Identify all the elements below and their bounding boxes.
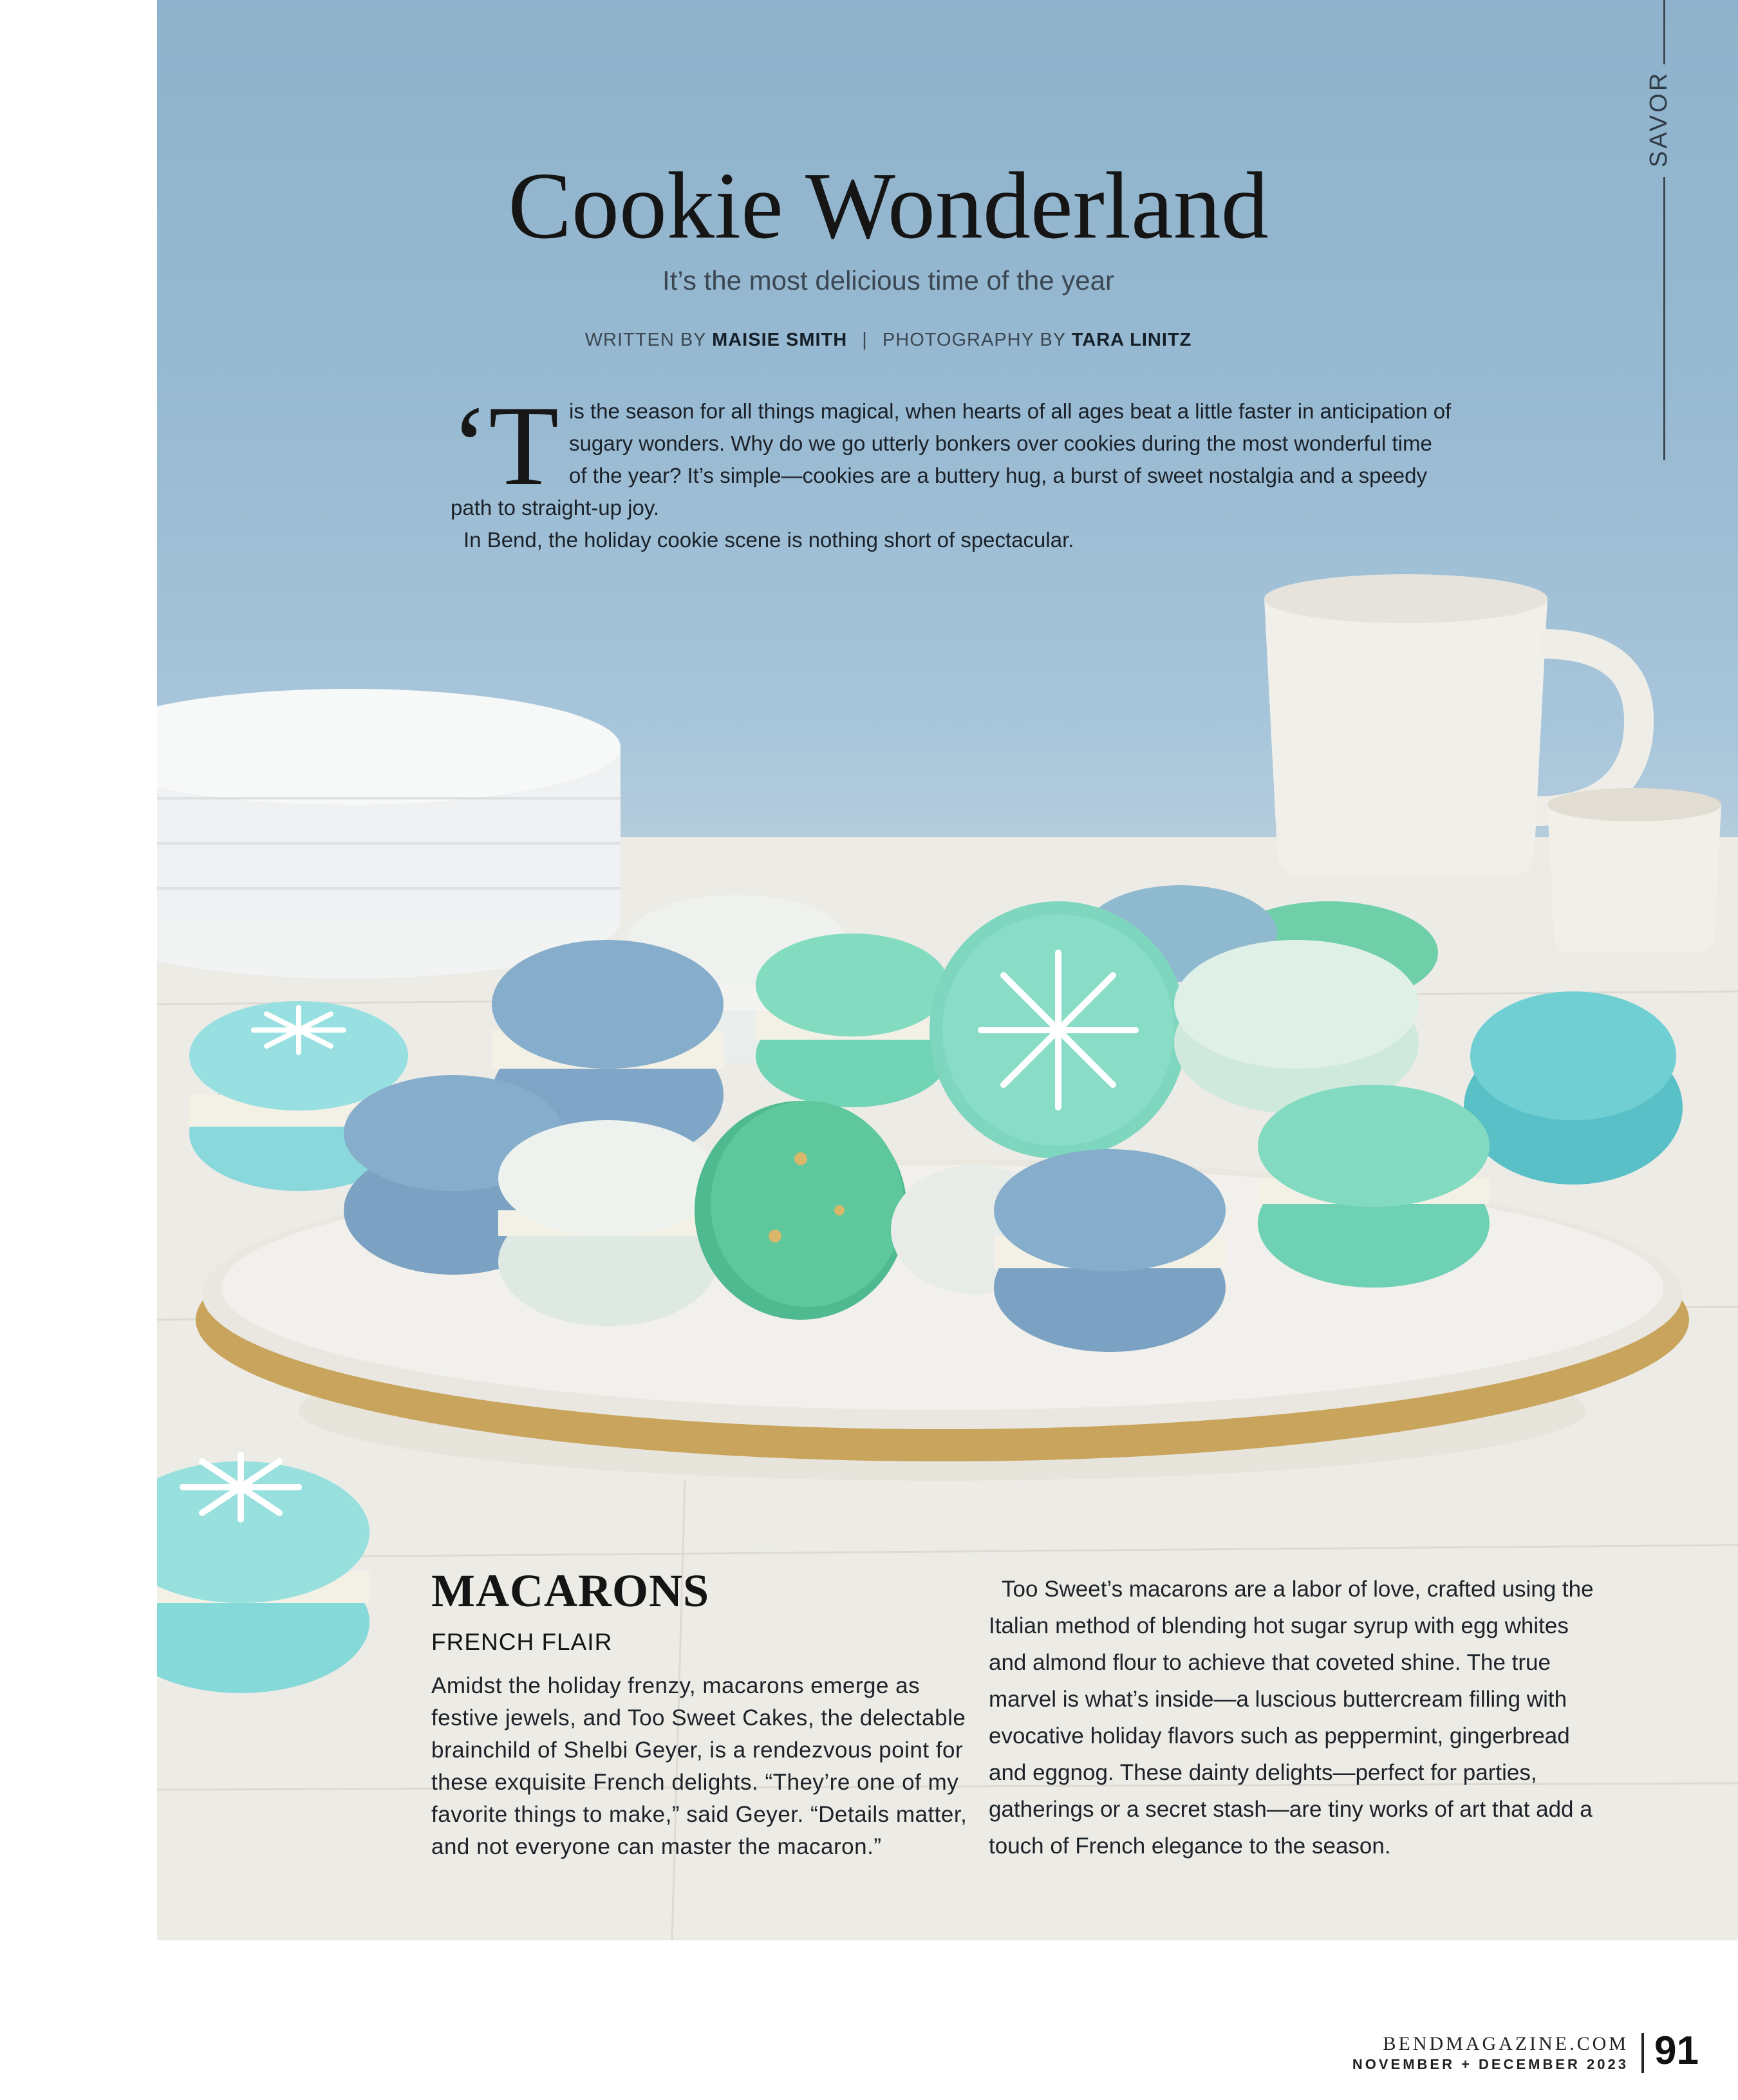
- footer-site: BENDMAGAZINE.COM: [1383, 2033, 1629, 2054]
- macaron: [1258, 1085, 1490, 1288]
- intro-text: is the season for all things magical, when hearts of all ages beat a little faster in anticipation of sugary wonders. Why do we go utterly bonkers over cookies during the most wonderful time of the year? It’s simple—cookies are a buttery hug, a burst of sweet nostalgia and a speedy path to straight-up joy.: [451, 399, 1452, 520]
- macaron: [994, 1149, 1226, 1352]
- creamer: [1547, 788, 1721, 953]
- section-tab: SAVOR: [1645, 70, 1672, 167]
- article-subtitle: It’s the most delicious time of the year: [662, 265, 1114, 295]
- macaron: [498, 1120, 717, 1326]
- section-heading: MACARONS: [431, 1565, 709, 1617]
- lone-macaron: [157, 1455, 369, 1693]
- intro-paragraph: [451, 382, 1455, 556]
- footer-divider: [1641, 2033, 1644, 2073]
- written-prefix: WRITTEN BY: [584, 330, 706, 350]
- footer-issue: NOVEMBER + DECEMBER 2023: [1352, 2056, 1629, 2072]
- macaron: [930, 901, 1187, 1159]
- body-column-right: Too Sweet’s macarons are a labor of love, crafted using the Italian method of blending hot sugar syrup with egg whites and almond flour to achieve that coveted shine. The true marvel is what’s inside—a luscious buttercream filling with evocative holiday flavors such as peppermint, gingerbread and eggnog. These dainty delights—perfect for parties, gatherings or a secret stash—are tiny works of art that add a touch of French elegance to the season.: [989, 1577, 1594, 1859]
- byline-separator: |: [862, 330, 868, 350]
- author-name: MAISIE SMITH: [712, 330, 848, 350]
- plate-stack: [157, 689, 621, 979]
- article-title: Cookie Wonderland: [508, 153, 1269, 259]
- byline: [412, 330, 1365, 351]
- page-number: 91: [1654, 2029, 1699, 2073]
- section-rule-top: [1663, 0, 1665, 64]
- section-rule: [1663, 177, 1665, 460]
- section-subheading: FRENCH FLAIR: [431, 1629, 613, 1655]
- macaron: [756, 933, 949, 1107]
- photographer-name: TARA LINITZ: [1071, 330, 1192, 350]
- drop-cap: ‘T: [451, 382, 559, 509]
- intro-text-2: In Bend, the holiday cookie scene is nothing short of spectacular.: [463, 528, 1074, 552]
- body-column-left: Amidst the holiday frenzy, macarons emerge as festive jewels, and Too Sweet Cakes, the delectable brainchild of Shelbi Geyer, is a rendezvous point for these exquisite French delights. “They’re one of my favorite things to make,” said Geyer. “Details matter, and not everyone can master the macaron.”: [431, 1673, 967, 1859]
- photo-prefix: PHOTOGRAPHY BY: [882, 330, 1066, 350]
- macaron: [695, 1101, 907, 1320]
- macaron: [1464, 991, 1683, 1185]
